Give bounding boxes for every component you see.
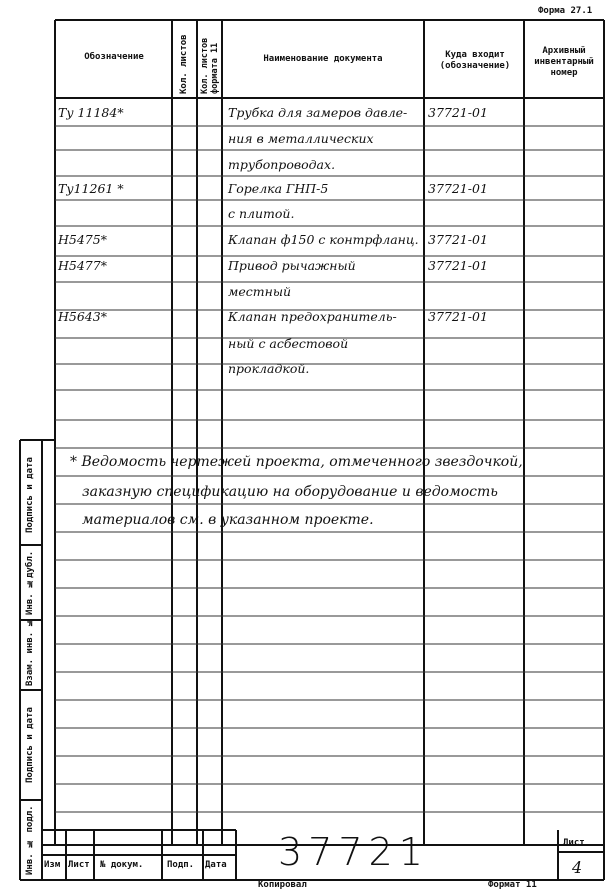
header-designation: Обозначение [84, 52, 144, 62]
side-label-instead-inv: Взам. инв. № [25, 616, 35, 686]
row-designation: Н5643* [58, 309, 107, 324]
footer-format: Формат 11 [488, 880, 537, 890]
header-doc-name: Наименование документа [263, 54, 383, 64]
tb-izm: Изм [44, 860, 61, 870]
row-included-in: 37721-01 [428, 105, 488, 120]
row-designation: Н5475* [58, 232, 107, 247]
side-label-inv-orig: Инв. № подл. [25, 805, 35, 875]
row-name: Привод рычажный [228, 258, 356, 273]
row-name: с плитой. [228, 206, 295, 221]
header-sheets-count: Кол. листов [179, 34, 189, 94]
row-designation: Ту11261 * [58, 181, 124, 196]
row-included-in: 37721-01 [428, 232, 488, 247]
row-designation: Н5477* [58, 258, 107, 273]
row-designation: Ту 11184* [58, 105, 124, 120]
side-label-sign-date: Подпись и дата [25, 707, 35, 783]
row-name: ный с асбестовой [228, 336, 349, 351]
note-line-1: * Ведомость чертежей проекта, отмеченного звездочкой, [70, 454, 523, 470]
row-included-in: 37721-01 [428, 181, 488, 196]
note-line-3: материалов см. в указанном проекте. [82, 512, 374, 528]
tb-doc-no: № докум. [100, 860, 144, 870]
tb-sheet-no: 4 [572, 858, 583, 877]
row-name: прокладкой. [228, 361, 310, 376]
tb-list: Лист [68, 860, 90, 870]
project-number: 37721 [278, 830, 429, 874]
footer-copied: Копировал [258, 880, 307, 890]
row-name: трубопроводах. [228, 157, 336, 172]
row-name: Клапан ф150 с контрфланц. [228, 232, 419, 247]
side-label-inv-dupl: Инв. №дубл. [25, 550, 35, 616]
header-included-in: Куда входит (обозначение) [439, 50, 511, 71]
row-included-in: 37721-01 [428, 309, 488, 324]
tb-date: Дата [205, 860, 227, 870]
tb-sign: Подп. [167, 860, 195, 870]
tb-sheet-label: Лист [563, 838, 585, 848]
row-name: ния в металлических [228, 131, 374, 146]
form-label: Форма 27.1 [538, 6, 593, 16]
row-name: Горелка ГНП-5 [228, 181, 329, 196]
note-line-2: заказную спецификацию на оборудование и ведомость [82, 484, 498, 500]
row-included-in: 37721-01 [428, 258, 488, 273]
side-label-sign-date-top: Подпись и дата [25, 457, 35, 533]
header-archive-no: Архивный инвентарный номер [534, 46, 594, 78]
header-sheets-a11: Кол. листов формата 11 [200, 37, 220, 94]
row-name: местный [228, 284, 292, 299]
row-name: Клапан предохранитель- [228, 309, 397, 324]
row-name: Трубка для замеров давле- [228, 105, 408, 120]
